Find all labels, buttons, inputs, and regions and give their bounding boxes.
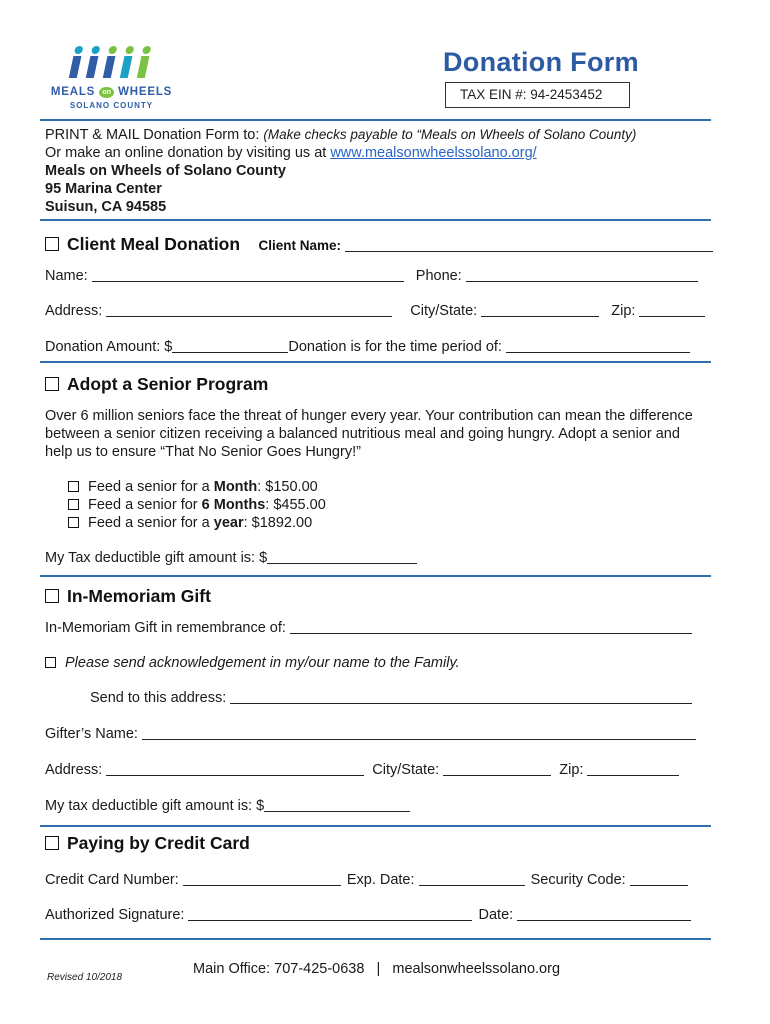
divider <box>40 361 711 363</box>
zip-label: Zip: <box>611 303 640 319</box>
adopt-description-3: help us to ensure “That No Senior Goes Hungry!” <box>45 444 361 460</box>
divider <box>40 825 711 827</box>
memoriam-gift-label: My tax deductible gift amount is: $ <box>45 798 265 814</box>
credit-card-checkbox[interactable] <box>45 836 59 850</box>
option-price: : $455.00 <box>265 497 326 513</box>
city-state-label: City/State: <box>410 303 482 319</box>
send-address-field[interactable] <box>230 691 692 704</box>
date-label: Date: <box>478 907 518 923</box>
signature-field[interactable] <box>188 908 472 921</box>
send-address-row <box>90 690 692 706</box>
remembrance-row <box>45 620 692 636</box>
check-payable-note: (Make checks payable to “Meals on Wheels of Solano County) <box>263 127 637 142</box>
website-link[interactable]: www.mealsonwheelssolano.org/ <box>330 145 537 161</box>
option-month <box>68 479 318 495</box>
adopt-senior-heading: Adopt a Senior Program <box>67 374 269 394</box>
option-period: Month <box>213 479 258 495</box>
donation-amount-field[interactable] <box>172 340 288 353</box>
option-month-checkbox[interactable] <box>68 481 79 492</box>
mail-line-2 <box>45 145 537 161</box>
logo-text-wheels: WHEELS <box>118 86 173 98</box>
client-meal-checkbox[interactable] <box>45 237 59 251</box>
card-number-field[interactable] <box>183 873 341 886</box>
memoriam-city-state-label: City/State: <box>372 762 444 778</box>
option-label: Feed a senior for <box>88 497 202 513</box>
remembrance-field[interactable] <box>290 621 692 634</box>
memoriam-section <box>45 586 211 607</box>
acknowledgement-label: Please send acknowledgement in my/our name to the Family. <box>65 655 460 671</box>
logo-text-on: on <box>99 87 114 98</box>
gifter-name-row <box>45 726 696 742</box>
mail-line-1 <box>45 127 636 143</box>
donation-amount-label: Donation Amount: $ <box>45 339 173 355</box>
address-field[interactable] <box>106 304 392 317</box>
option-label: Feed a senior for a <box>88 515 214 531</box>
page-title: Donation Form <box>443 47 639 77</box>
name-field[interactable] <box>92 269 404 282</box>
divider <box>40 938 711 940</box>
option-year <box>68 515 312 531</box>
memoriam-gift-row <box>45 798 410 814</box>
security-code-label: Security Code: <box>530 872 630 888</box>
divider <box>40 119 711 121</box>
adopt-gift-label: My Tax deductible gift amount is: $ <box>45 550 268 566</box>
memoriam-gift-field[interactable] <box>264 799 410 812</box>
logo-text-meals: MEALS <box>50 86 96 98</box>
phone-label: Phone: <box>415 268 466 284</box>
people-logo-icon <box>44 44 179 84</box>
client-meal-section <box>45 234 713 255</box>
remembrance-label: In-Memoriam Gift in remembrance of: <box>45 620 290 636</box>
option-year-checkbox[interactable] <box>68 517 79 528</box>
adopt-senior-checkbox[interactable] <box>45 377 59 391</box>
memoriam-city-state-field[interactable] <box>443 763 551 776</box>
org-street: 95 Marina Center <box>45 181 162 197</box>
online-donation-text: Or make an online donation by visiting us at <box>45 145 331 161</box>
credit-card-heading: Paying by Credit Card <box>67 833 250 853</box>
adopt-description-2: between a senior citizen receiving a balanced nutritious meal and going hungry. Adopt a senior and <box>45 426 680 442</box>
address-label: Address: <box>45 303 107 319</box>
adopt-senior-section <box>45 374 268 395</box>
memoriam-zip-field[interactable] <box>587 763 679 776</box>
exp-date-label: Exp. Date: <box>346 872 419 888</box>
logo-text-county: SOLANO COUNTY <box>69 101 154 110</box>
card-row <box>45 872 688 888</box>
logo <box>44 44 179 112</box>
card-number-label: Credit Card Number: <box>45 872 183 888</box>
signature-row <box>45 907 691 923</box>
security-code-field[interactable] <box>630 873 688 886</box>
time-period-field[interactable] <box>506 340 690 353</box>
revised-date: Revised 10/2018 <box>47 972 123 983</box>
adopt-description-1: Over 6 million seniors face the threat of hunger every year. Your contribution can mean the difference <box>45 408 693 424</box>
footer-contact: Main Office: 707-425-0638 | mealsonwheelssolano.org <box>193 961 561 977</box>
divider <box>40 219 711 221</box>
address-row <box>45 303 705 319</box>
adopt-gift-row <box>45 550 417 566</box>
donation-amount-row <box>45 339 690 355</box>
phone-field[interactable] <box>466 269 698 282</box>
divider <box>40 575 711 577</box>
option-6-months <box>68 497 326 513</box>
option-price: : $150.00 <box>257 479 318 495</box>
memoriam-address-field[interactable] <box>106 763 364 776</box>
zip-field[interactable] <box>639 304 705 317</box>
option-6-months-checkbox[interactable] <box>68 499 79 510</box>
option-label: Feed a senior for a <box>88 479 214 495</box>
acknowledgement-row <box>45 655 460 671</box>
org-city: Suisun, CA 94585 <box>45 199 167 215</box>
name-label: Name: <box>45 268 92 284</box>
mail-instruction: PRINT & MAIL Donation Form to: <box>45 127 264 143</box>
acknowledgement-checkbox[interactable] <box>45 657 56 668</box>
memoriam-address-label: Address: <box>45 762 107 778</box>
gifter-name-field[interactable] <box>142 727 696 740</box>
org-name: Meals on Wheels of Solano County <box>45 163 286 179</box>
memoriam-address-row <box>45 762 679 778</box>
signature-label: Authorized Signature: <box>45 907 189 923</box>
client-meal-heading: Client Meal Donation <box>67 234 241 254</box>
memoriam-checkbox[interactable] <box>45 589 59 603</box>
city-state-field[interactable] <box>481 304 599 317</box>
option-period: 6 Months <box>201 497 266 513</box>
send-address-label: Send to this address: <box>90 690 231 706</box>
credit-card-section <box>45 833 250 854</box>
client-name-field[interactable] <box>345 239 713 252</box>
tax-ein-box: TAX EIN #: 94-2453452 <box>445 82 630 108</box>
client-name-label: Client Name: <box>258 238 345 253</box>
adopt-gift-field[interactable] <box>267 551 417 564</box>
exp-date-field[interactable] <box>419 873 525 886</box>
memoriam-heading: In-Memoriam Gift <box>67 586 211 606</box>
time-period-label: Donation is for the time period of: <box>288 339 506 355</box>
name-row <box>45 268 698 284</box>
memoriam-zip-label: Zip: <box>559 762 588 778</box>
date-field[interactable] <box>517 908 691 921</box>
option-price: : $1892.00 <box>243 515 313 531</box>
gifter-name-label: Gifter’s Name: <box>45 726 142 742</box>
option-period: year <box>213 515 244 531</box>
